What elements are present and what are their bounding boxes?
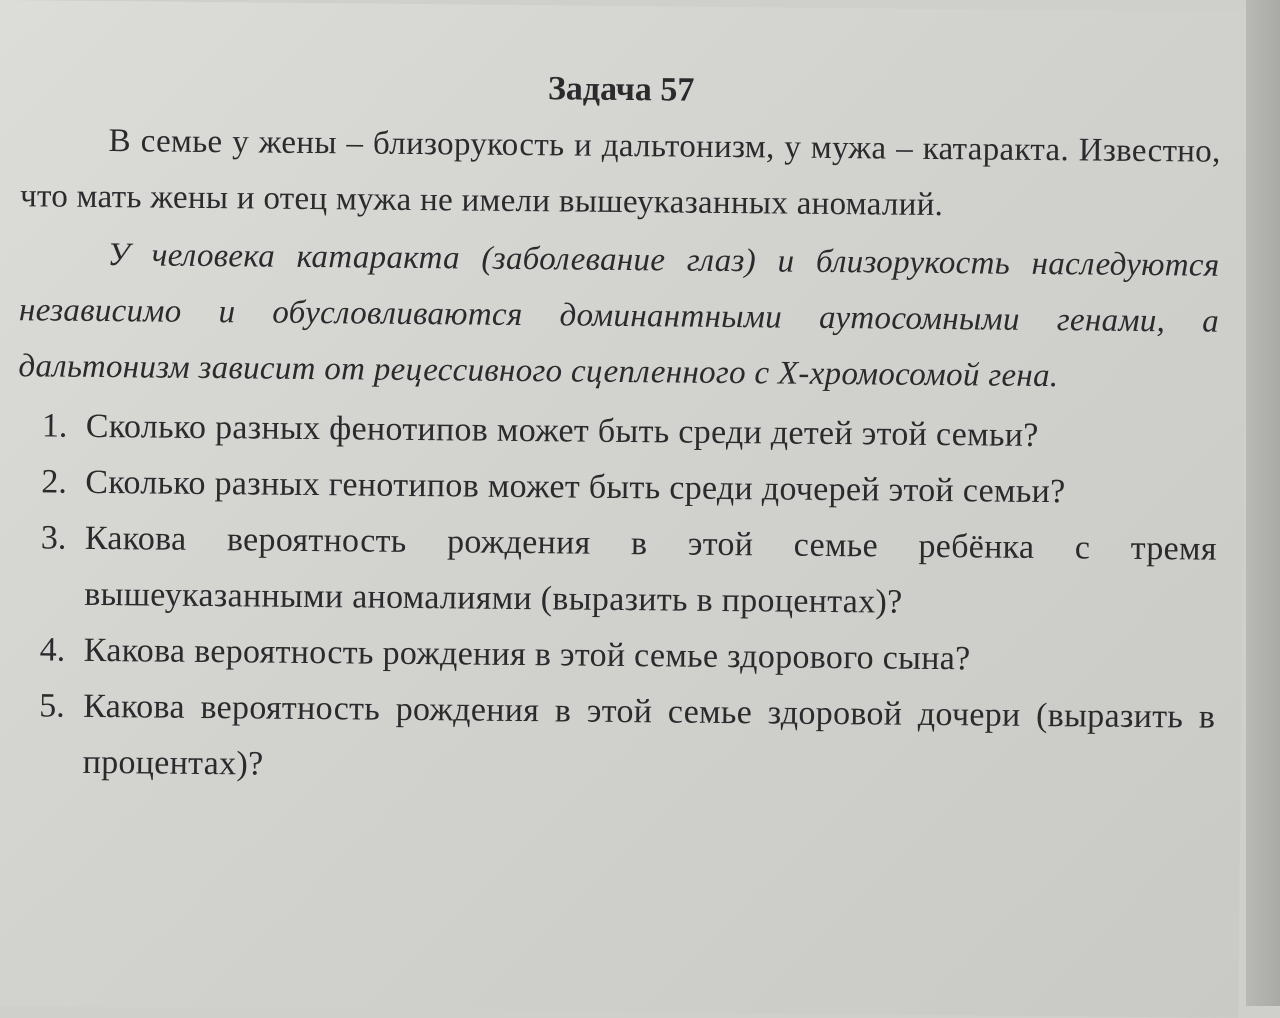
question-number: 2. — [41, 463, 68, 501]
question-item — [40, 510, 1217, 633]
question-number: 1. — [41, 407, 68, 445]
page-content — [14, 62, 1221, 801]
task-condition: В семье у жены – близорукость и дальтонизм, у мужа – катаракта. Известно, что мать жены и отец мужа не имели вышеуказанных аномалий. — [19, 123, 1221, 224]
question-text: Сколько разных генотипов может быть среди дочерей этой семьи? — [85, 463, 1066, 511]
question-text: Какова вероятность рождения в этой семье ребёнка с тремя вышеуказанными аномалиями (выразить в процентах)? — [84, 519, 1217, 621]
question-number: 5. — [39, 687, 65, 725]
task-genetics-note: У человека катаракта (заболевание глаз) и близорукость наследуются независимо и обусловливаются доминантными аутосомными генами, а дальтонизм зависит от рецессивного сцепленного с Х-хромосомой гена. — [18, 237, 1220, 395]
question-text: Какова вероятность рождения в этой семье здорового сына? — [83, 631, 971, 678]
question-number: 4. — [39, 631, 66, 669]
page-edge-shadow — [1246, 0, 1280, 1006]
question-text: Сколько разных фенотипов может быть среди детей этой семьи? — [85, 407, 1039, 454]
question-list — [14, 398, 1218, 802]
question-text: Какова вероятность рождения в этой семье здоровой дочери (выразить в процентах)? — [82, 687, 1216, 783]
task-title: Задача 57 — [547, 70, 695, 109]
question-item — [38, 678, 1215, 801]
question-number: 3. — [40, 519, 67, 557]
